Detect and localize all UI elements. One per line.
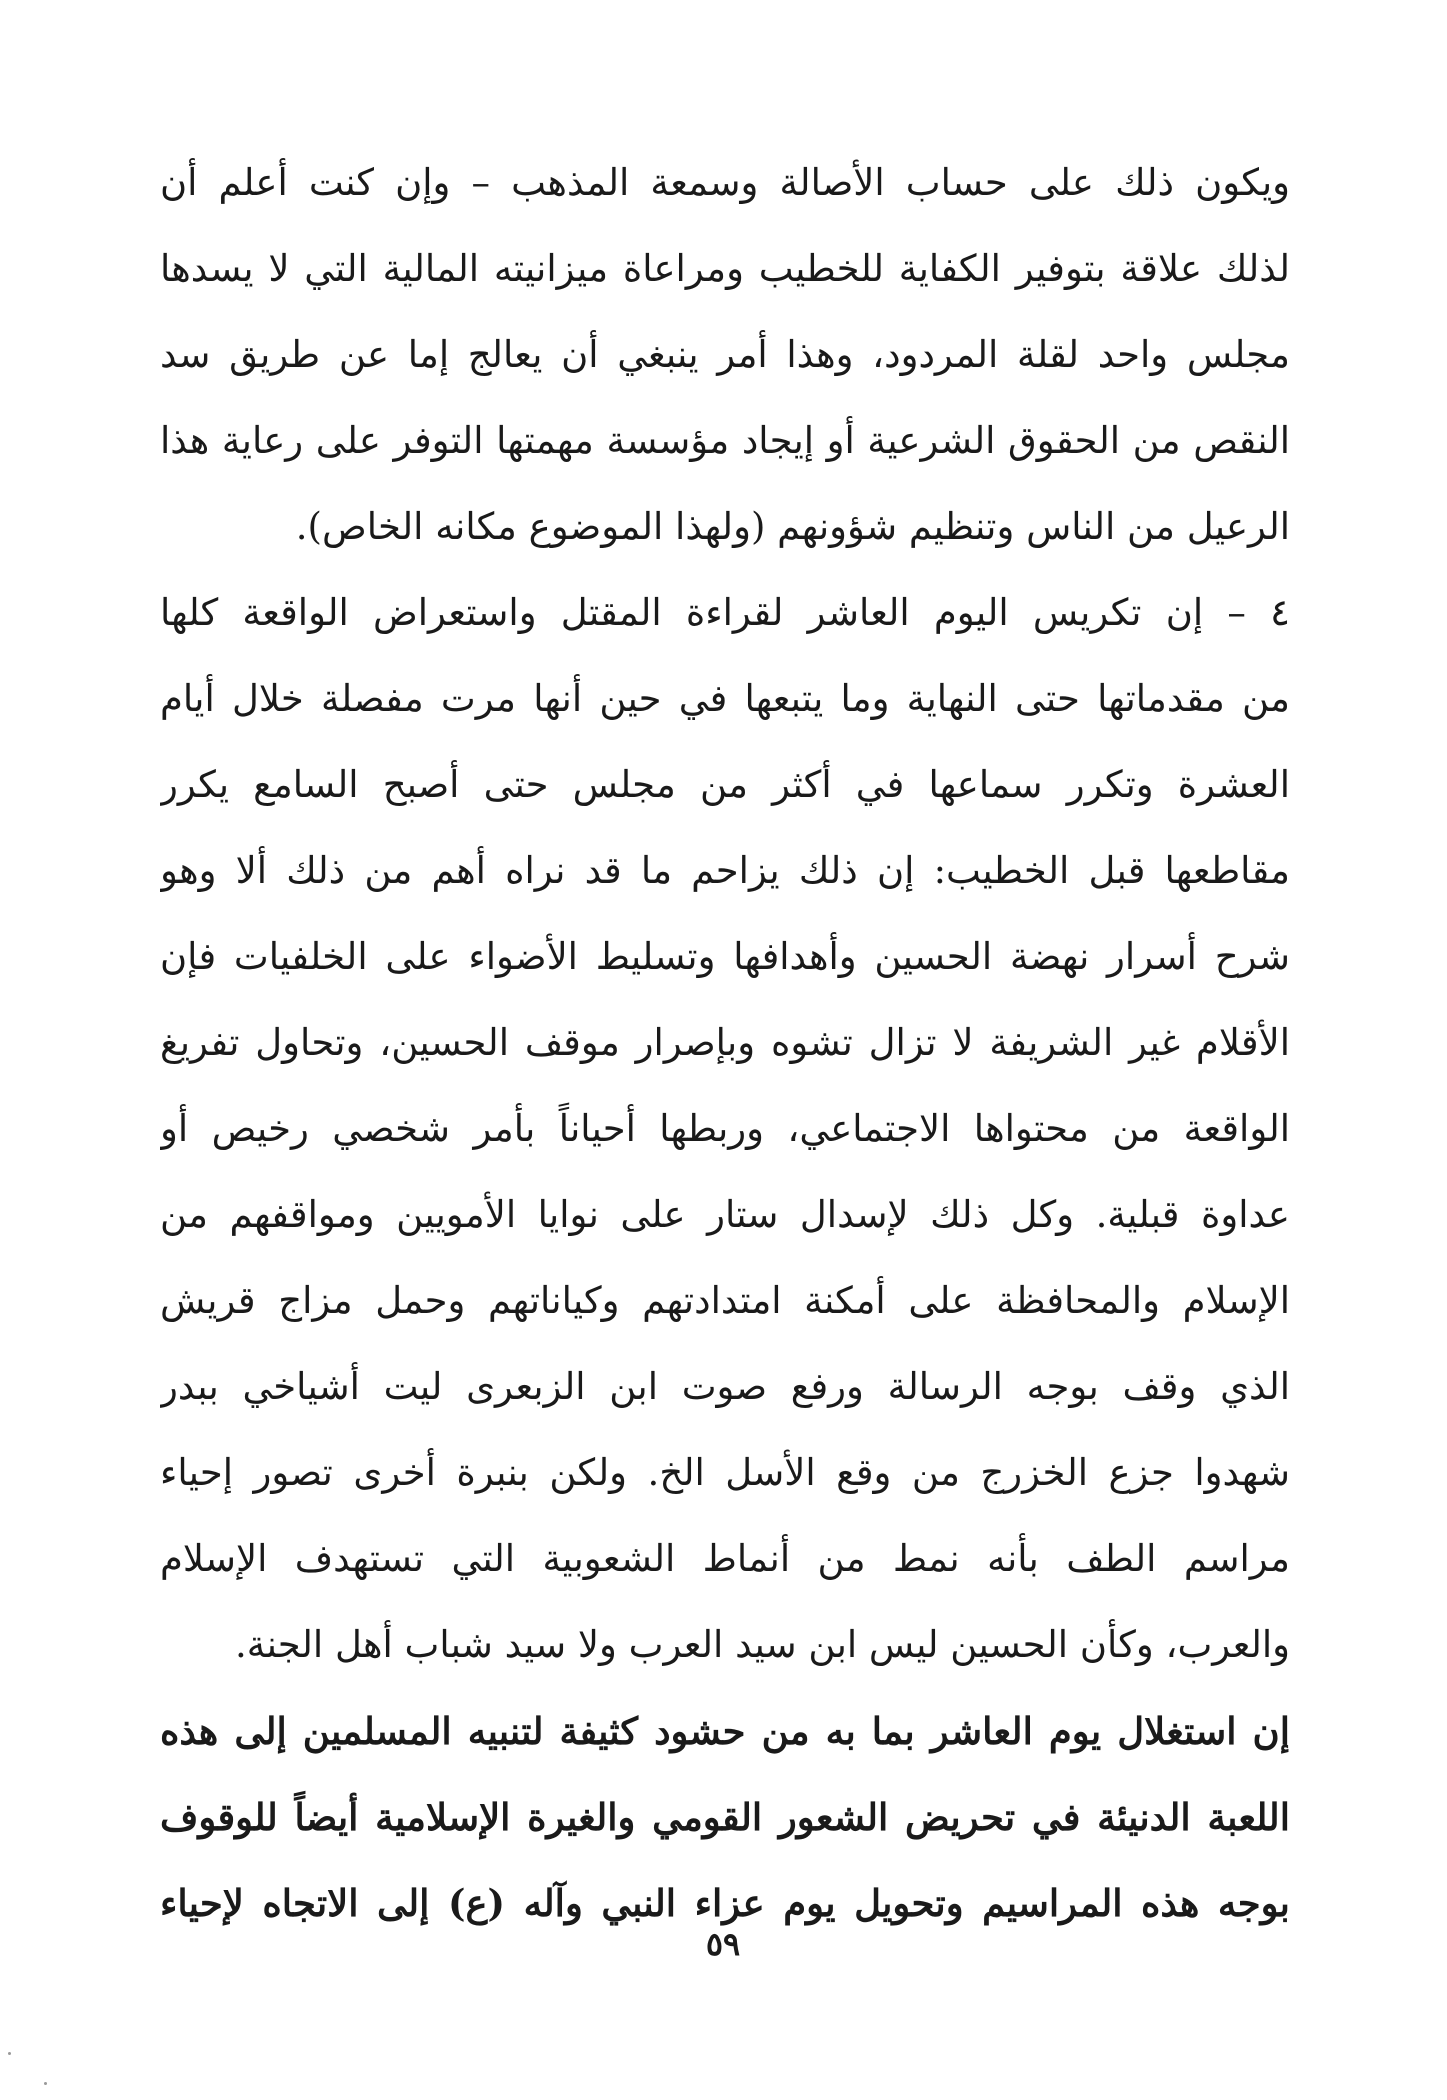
text-line: مراسم الطف بأنه نمط من أنماط الشعوبية التي تستهدف الإسلام [160, 1537, 1290, 1580]
text-line: إن استغلال يوم العاشر بما به من حشود كثيفة لتنبيه المسلمين إلى هذه [160, 1709, 1290, 1753]
text-line: مقاطعها قبل الخطيب: إن ذلك يزاحم ما قد نراه أهم من ذلك ألا وهو [160, 849, 1290, 892]
scan-speck [44, 2082, 47, 2085]
text-line: الأقلام غير الشريفة لا تزال تشوه وبإصرار موقف الحسين، وتحاول تفريغ [160, 1021, 1290, 1064]
text-line: والعرب، وكأن الحسين ليس ابن سيد العرب ولا سيد شباب أهل الجنة. [235, 1623, 1290, 1666]
text-line: عداوة قبلية. وكل ذلك لإسدال ستار على نوايا الأمويين ومواقفهم من [160, 1193, 1290, 1236]
text-line: النقص من الحقوق الشرعية أو إيجاد مؤسسة مهمتها التوفر على رعاية هذا [160, 419, 1290, 462]
text-line: اللعبة الدنيئة في تحريض الشعور القومي والغيرة الإسلامية أيضاً للوقوف [160, 1795, 1290, 1839]
scan-speck [8, 2052, 11, 2055]
text-line: مجلس واحد لقلة المردود، وهذا أمر ينبغي أن يعالج إما عن طريق سد [160, 333, 1290, 376]
text-line: الواقعة من محتواها الاجتماعي، وربطها أحياناً بأمر شخصي رخيص أو [160, 1107, 1290, 1150]
text-line: شهدوا جزع الخزرج من وقع الأسل الخ. ولكن بنبرة أخرى تصور إحياء [160, 1451, 1290, 1494]
body-text [160, 140, 1290, 1946]
text-line: العشرة وتكرر سماعها في أكثر من مجلس حتى أصبح السامع يكرر [160, 763, 1290, 806]
text-line: ويكون ذلك على حساب الأصالة وسمعة المذهب – وإن كنت أعلم أن [160, 161, 1290, 204]
text-line: ٤ – إن تكريس اليوم العاشر لقراءة المقتل واستعراض الواقعة كلها [160, 591, 1290, 634]
text-line: الذي وقف بوجه الرسالة ورفع صوت ابن الزبعرى ليت أشياخي ببدر [160, 1365, 1290, 1408]
text-line: شرح أسرار نهضة الحسين وأهدافها وتسليط الأضواء على الخلفيات فإن [160, 935, 1290, 978]
text-line: من مقدماتها حتى النهاية وما يتبعها في حين أنها مرت مفصلة خلال أيام [160, 677, 1290, 720]
text-line: لذلك علاقة بتوفير الكفاية للخطيب ومراعاة ميزانيته المالية التي لا يسدها [160, 247, 1290, 290]
text-line: الرعيل من الناس وتنظيم شؤونهم (ولهذا الموضوع مكانه الخاص). [295, 505, 1290, 548]
text-line: بوجه هذه المراسيم وتحويل يوم عزاء النبي وآله (ع) إلى الاتجاه لإحياء [160, 1881, 1290, 1925]
text-line: الإسلام والمحافظة على أمكنة امتدادتهم وكياناتهم وحمل مزاج قريش [160, 1279, 1290, 1322]
page-number: ٥٩ [705, 1925, 741, 1963]
